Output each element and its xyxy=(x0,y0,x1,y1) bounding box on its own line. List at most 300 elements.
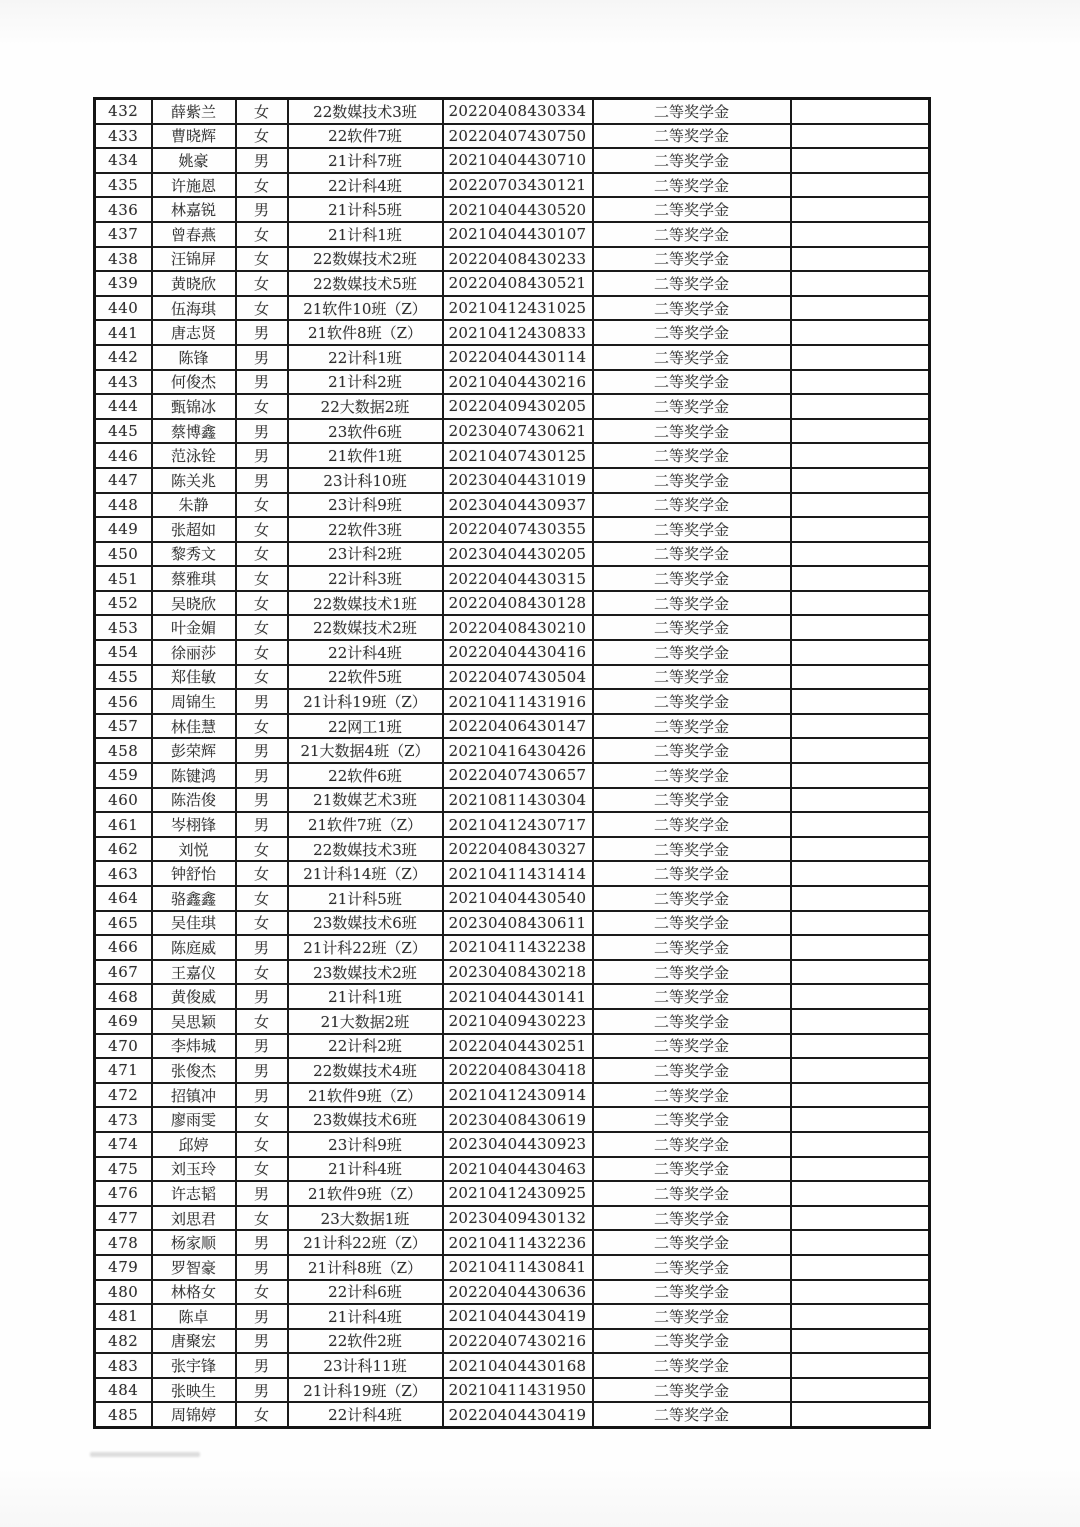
cell-number: 460 xyxy=(95,788,152,813)
cell-student-id: 20210404430141 xyxy=(443,984,593,1009)
cell-class: 22数媒技术2班 xyxy=(288,247,443,272)
table-row xyxy=(95,1304,930,1329)
cell-gender: 女 xyxy=(236,173,288,198)
cell-gender: 男 xyxy=(236,984,288,1009)
cell-name: 吴晓欣 xyxy=(152,591,236,616)
cell-student-id: 20210411432238 xyxy=(443,935,593,960)
cell-class: 22计科4班 xyxy=(288,1402,443,1427)
table-row xyxy=(95,468,930,493)
cell-name: 许志韬 xyxy=(152,1181,236,1206)
cell-name: 许施恩 xyxy=(152,173,236,198)
cell-number: 432 xyxy=(95,99,152,124)
cell-name: 张超如 xyxy=(152,517,236,542)
table-row xyxy=(95,886,930,911)
cell-empty xyxy=(791,1157,930,1182)
cell-empty xyxy=(791,1353,930,1378)
cell-class: 22数媒技术4班 xyxy=(288,1058,443,1083)
cell-class: 21软件9班（Z） xyxy=(288,1181,443,1206)
cell-award: 二等奖学金 xyxy=(593,960,791,985)
cell-class: 21计科19班（Z） xyxy=(288,689,443,714)
cell-empty xyxy=(791,394,930,419)
cell-class: 22软件3班 xyxy=(288,517,443,542)
cell-number: 443 xyxy=(95,370,152,395)
cell-gender: 女 xyxy=(236,615,288,640)
cell-gender: 男 xyxy=(236,443,288,468)
cell-award: 二等奖学金 xyxy=(593,296,791,321)
table-row xyxy=(95,615,930,640)
table-row xyxy=(95,1034,930,1059)
cell-empty xyxy=(791,1181,930,1206)
cell-number: 473 xyxy=(95,1107,152,1132)
table-row xyxy=(95,984,930,1009)
cell-student-id: 20230408430218 xyxy=(443,960,593,985)
cell-student-id: 20220408430327 xyxy=(443,837,593,862)
cell-student-id: 20220408430128 xyxy=(443,591,593,616)
cell-student-id: 20230407430621 xyxy=(443,419,593,444)
cell-number: 466 xyxy=(95,935,152,960)
cell-empty xyxy=(791,542,930,567)
cell-name: 汪锦屏 xyxy=(152,247,236,272)
cell-class: 23软件6班 xyxy=(288,419,443,444)
cell-empty xyxy=(791,665,930,690)
table-row xyxy=(95,271,930,296)
table-row xyxy=(95,1255,930,1280)
cell-award: 二等奖学金 xyxy=(593,1304,791,1329)
cell-gender: 男 xyxy=(236,1304,288,1329)
cell-student-id: 20210411431916 xyxy=(443,689,593,714)
cell-number: 484 xyxy=(95,1378,152,1403)
table-row xyxy=(95,443,930,468)
cell-award: 二等奖学金 xyxy=(593,173,791,198)
cell-number: 476 xyxy=(95,1181,152,1206)
table-row xyxy=(95,320,930,345)
cell-class: 21计科2班 xyxy=(288,370,443,395)
cell-empty xyxy=(791,738,930,763)
cell-empty xyxy=(791,1280,930,1305)
table-row xyxy=(95,394,930,419)
cell-number: 434 xyxy=(95,148,152,173)
cell-number: 448 xyxy=(95,493,152,518)
cell-student-id: 20230408430611 xyxy=(443,911,593,936)
cell-gender: 男 xyxy=(236,1058,288,1083)
cell-empty xyxy=(791,1058,930,1083)
cell-name: 张映生 xyxy=(152,1378,236,1403)
cell-award: 二等奖学金 xyxy=(593,714,791,739)
cell-student-id: 20220404430419 xyxy=(443,1402,593,1427)
cell-student-id: 20230409430132 xyxy=(443,1206,593,1231)
cell-empty xyxy=(791,296,930,321)
cell-gender: 女 xyxy=(236,566,288,591)
cell-student-id: 20220404430416 xyxy=(443,640,593,665)
cell-gender: 男 xyxy=(236,345,288,370)
cell-student-id: 20220703430121 xyxy=(443,173,593,198)
table-row xyxy=(95,345,930,370)
cell-gender: 女 xyxy=(236,837,288,862)
cell-gender: 男 xyxy=(236,320,288,345)
cell-name: 唐志贤 xyxy=(152,320,236,345)
cell-name: 张俊杰 xyxy=(152,1058,236,1083)
cell-gender: 男 xyxy=(236,1353,288,1378)
table-row xyxy=(95,935,930,960)
cell-name: 刘悦 xyxy=(152,837,236,862)
cell-class: 22数媒技术3班 xyxy=(288,99,443,124)
cell-number: 437 xyxy=(95,222,152,247)
cell-award: 二等奖学金 xyxy=(593,566,791,591)
cell-name: 罗智豪 xyxy=(152,1255,236,1280)
cell-class: 23计科2班 xyxy=(288,542,443,567)
table-row xyxy=(95,591,930,616)
cell-award: 二等奖学金 xyxy=(593,984,791,1009)
cell-name: 骆鑫鑫 xyxy=(152,886,236,911)
table-row xyxy=(95,960,930,985)
cell-gender: 男 xyxy=(236,468,288,493)
cell-name: 范泳铨 xyxy=(152,443,236,468)
table-row xyxy=(95,665,930,690)
cell-award: 二等奖学金 xyxy=(593,247,791,272)
cell-gender: 男 xyxy=(236,1034,288,1059)
table-row xyxy=(95,222,930,247)
cell-gender: 女 xyxy=(236,886,288,911)
cell-name: 吴佳琪 xyxy=(152,911,236,936)
cell-award: 二等奖学金 xyxy=(593,1402,791,1427)
cell-number: 435 xyxy=(95,173,152,198)
cell-gender: 男 xyxy=(236,738,288,763)
cell-name: 陈庭威 xyxy=(152,935,236,960)
cell-name: 伍海琪 xyxy=(152,296,236,321)
cell-award: 二等奖学金 xyxy=(593,788,791,813)
cell-empty xyxy=(791,566,930,591)
table-row xyxy=(95,197,930,222)
cell-student-id: 20220409430205 xyxy=(443,394,593,419)
cell-empty xyxy=(791,960,930,985)
table-row xyxy=(95,689,930,714)
cell-empty xyxy=(791,443,930,468)
cell-class: 21计科14班（Z） xyxy=(288,861,443,886)
cell-empty xyxy=(791,419,930,444)
cell-empty xyxy=(791,1304,930,1329)
cell-empty xyxy=(791,861,930,886)
cell-student-id: 20210404430710 xyxy=(443,148,593,173)
cell-gender: 女 xyxy=(236,861,288,886)
cell-gender: 男 xyxy=(236,1230,288,1255)
cell-student-id: 20220406430147 xyxy=(443,714,593,739)
cell-student-id: 20220404430315 xyxy=(443,566,593,591)
cell-empty xyxy=(791,714,930,739)
cell-name: 杨家顺 xyxy=(152,1230,236,1255)
cell-number: 439 xyxy=(95,271,152,296)
table-row xyxy=(95,1402,930,1427)
cell-number: 463 xyxy=(95,861,152,886)
cell-class: 23数媒技术2班 xyxy=(288,960,443,985)
cell-class: 21软件7班（Z） xyxy=(288,812,443,837)
cell-empty xyxy=(791,689,930,714)
cell-empty xyxy=(791,1132,930,1157)
cell-name: 刘玉玲 xyxy=(152,1157,236,1182)
cell-empty xyxy=(791,1107,930,1132)
cell-gender: 女 xyxy=(236,99,288,124)
cell-class: 22计科4班 xyxy=(288,640,443,665)
cell-award: 二等奖学金 xyxy=(593,345,791,370)
cell-empty xyxy=(791,493,930,518)
cell-gender: 女 xyxy=(236,394,288,419)
cell-student-id: 20220407430216 xyxy=(443,1329,593,1354)
cell-name: 陈锋 xyxy=(152,345,236,370)
cell-name: 叶金媚 xyxy=(152,615,236,640)
cell-award: 二等奖学金 xyxy=(593,124,791,149)
cell-number: 482 xyxy=(95,1329,152,1354)
cell-number: 475 xyxy=(95,1157,152,1182)
cell-number: 465 xyxy=(95,911,152,936)
cell-gender: 男 xyxy=(236,1329,288,1354)
cell-empty xyxy=(791,320,930,345)
cell-number: 471 xyxy=(95,1058,152,1083)
cell-award: 二等奖学金 xyxy=(593,99,791,124)
scholarship-table xyxy=(93,97,931,1429)
cell-class: 22数媒技术5班 xyxy=(288,271,443,296)
cell-class: 22计科2班 xyxy=(288,1034,443,1059)
cell-empty xyxy=(791,886,930,911)
table-row xyxy=(95,1181,930,1206)
cell-class: 21软件1班 xyxy=(288,443,443,468)
cell-class: 23计科9班 xyxy=(288,1132,443,1157)
cell-award: 二等奖学金 xyxy=(593,370,791,395)
table-row xyxy=(95,99,930,124)
cell-award: 二等奖学金 xyxy=(593,615,791,640)
cell-number: 442 xyxy=(95,345,152,370)
cell-award: 二等奖学金 xyxy=(593,468,791,493)
cell-empty xyxy=(791,370,930,395)
cell-award: 二等奖学金 xyxy=(593,1255,791,1280)
cell-class: 21软件9班（Z） xyxy=(288,1083,443,1108)
cell-class: 21计科5班 xyxy=(288,197,443,222)
cell-award: 二等奖学金 xyxy=(593,443,791,468)
cell-class: 22网工1班 xyxy=(288,714,443,739)
cell-gender: 男 xyxy=(236,788,288,813)
cell-student-id: 20210412431025 xyxy=(443,296,593,321)
cell-number: 469 xyxy=(95,1009,152,1034)
cell-gender: 女 xyxy=(236,1157,288,1182)
table-row xyxy=(95,1058,930,1083)
cell-empty xyxy=(791,271,930,296)
cell-empty xyxy=(791,148,930,173)
cell-empty xyxy=(791,222,930,247)
cell-class: 21大数据4班（Z） xyxy=(288,738,443,763)
cell-student-id: 20210811430304 xyxy=(443,788,593,813)
table-row xyxy=(95,812,930,837)
table-row xyxy=(95,911,930,936)
cell-name: 徐丽莎 xyxy=(152,640,236,665)
table-row xyxy=(95,1206,930,1231)
table-row xyxy=(95,1009,930,1034)
cell-award: 二等奖学金 xyxy=(593,886,791,911)
cell-name: 黄俊威 xyxy=(152,984,236,1009)
cell-class: 23计科11班 xyxy=(288,1353,443,1378)
cell-student-id: 20210404430419 xyxy=(443,1304,593,1329)
cell-class: 21计科4班 xyxy=(288,1304,443,1329)
cell-number: 449 xyxy=(95,517,152,542)
cell-award: 二等奖学金 xyxy=(593,517,791,542)
cell-empty xyxy=(791,1206,930,1231)
cell-student-id: 20220408430521 xyxy=(443,271,593,296)
cell-name: 吴思颖 xyxy=(152,1009,236,1034)
cell-empty xyxy=(791,468,930,493)
cell-gender: 男 xyxy=(236,763,288,788)
cell-class: 21计科8班（Z） xyxy=(288,1255,443,1280)
cell-student-id: 20220408430210 xyxy=(443,615,593,640)
cell-award: 二等奖学金 xyxy=(593,1107,791,1132)
cell-number: 452 xyxy=(95,591,152,616)
table-row xyxy=(95,1083,930,1108)
cell-name: 陈关兆 xyxy=(152,468,236,493)
cell-number: 458 xyxy=(95,738,152,763)
cell-gender: 男 xyxy=(236,1378,288,1403)
cell-name: 薛紫兰 xyxy=(152,99,236,124)
cell-student-id: 20210404430168 xyxy=(443,1353,593,1378)
cell-award: 二等奖学金 xyxy=(593,665,791,690)
cell-award: 二等奖学金 xyxy=(593,861,791,886)
cell-student-id: 20210412430925 xyxy=(443,1181,593,1206)
table-row xyxy=(95,763,930,788)
cell-name: 周锦生 xyxy=(152,689,236,714)
cell-number: 474 xyxy=(95,1132,152,1157)
table-row xyxy=(95,1107,930,1132)
cell-student-id: 20210404430216 xyxy=(443,370,593,395)
cell-number: 441 xyxy=(95,320,152,345)
cell-name: 林格女 xyxy=(152,1280,236,1305)
cell-award: 二等奖学金 xyxy=(593,1034,791,1059)
cell-empty xyxy=(791,124,930,149)
cell-gender: 男 xyxy=(236,812,288,837)
cell-empty xyxy=(791,173,930,198)
cell-name: 招镇冲 xyxy=(152,1083,236,1108)
cell-student-id: 20230408430619 xyxy=(443,1107,593,1132)
cell-gender: 女 xyxy=(236,542,288,567)
cell-class: 22软件6班 xyxy=(288,763,443,788)
cell-award: 二等奖学金 xyxy=(593,812,791,837)
cell-class: 21计科1班 xyxy=(288,984,443,1009)
cell-class: 21计科1班 xyxy=(288,222,443,247)
cell-class: 21计科5班 xyxy=(288,886,443,911)
cell-empty xyxy=(791,1378,930,1403)
cell-name: 姚豪 xyxy=(152,148,236,173)
cell-name: 朱静 xyxy=(152,493,236,518)
cell-gender: 女 xyxy=(236,493,288,518)
cell-number: 433 xyxy=(95,124,152,149)
cell-award: 二等奖学金 xyxy=(593,1132,791,1157)
cell-empty xyxy=(791,837,930,862)
cell-student-id: 20220408430334 xyxy=(443,99,593,124)
cell-name: 廖雨雯 xyxy=(152,1107,236,1132)
cell-award: 二等奖学金 xyxy=(593,419,791,444)
cell-number: 477 xyxy=(95,1206,152,1231)
cell-number: 447 xyxy=(95,468,152,493)
cell-award: 二等奖学金 xyxy=(593,640,791,665)
cell-empty xyxy=(791,812,930,837)
cell-name: 唐聚宏 xyxy=(152,1329,236,1354)
cell-class: 22计科4班 xyxy=(288,173,443,198)
cell-award: 二等奖学金 xyxy=(593,935,791,960)
cell-name: 陈浩俊 xyxy=(152,788,236,813)
cell-name: 彭荣辉 xyxy=(152,738,236,763)
cell-class: 22数媒技术1班 xyxy=(288,591,443,616)
cell-number: 483 xyxy=(95,1353,152,1378)
cell-number: 438 xyxy=(95,247,152,272)
cell-empty xyxy=(791,911,930,936)
cell-class: 23数媒技术6班 xyxy=(288,1107,443,1132)
cell-empty xyxy=(791,984,930,1009)
cell-gender: 女 xyxy=(236,271,288,296)
cell-award: 二等奖学金 xyxy=(593,394,791,419)
cell-class: 22计科3班 xyxy=(288,566,443,591)
cell-name: 曾春燕 xyxy=(152,222,236,247)
cell-class: 22计科6班 xyxy=(288,1280,443,1305)
cell-student-id: 20220404430636 xyxy=(443,1280,593,1305)
cell-number: 470 xyxy=(95,1034,152,1059)
cell-gender: 女 xyxy=(236,1206,288,1231)
table-row xyxy=(95,542,930,567)
cell-gender: 女 xyxy=(236,1107,288,1132)
cell-empty xyxy=(791,99,930,124)
cell-gender: 女 xyxy=(236,296,288,321)
cell-class: 22大数据2班 xyxy=(288,394,443,419)
cell-award: 二等奖学金 xyxy=(593,148,791,173)
cell-gender: 男 xyxy=(236,370,288,395)
table-row xyxy=(95,1329,930,1354)
cell-class: 21软件8班（Z） xyxy=(288,320,443,345)
cell-award: 二等奖学金 xyxy=(593,1058,791,1083)
cell-gender: 女 xyxy=(236,247,288,272)
cell-award: 二等奖学金 xyxy=(593,493,791,518)
cell-class: 22软件7班 xyxy=(288,124,443,149)
cell-award: 二等奖学金 xyxy=(593,591,791,616)
cell-name: 周锦婷 xyxy=(152,1402,236,1427)
cell-empty xyxy=(791,640,930,665)
cell-award: 二等奖学金 xyxy=(593,271,791,296)
table-row xyxy=(95,1157,930,1182)
cell-number: 453 xyxy=(95,615,152,640)
cell-student-id: 20230404430937 xyxy=(443,493,593,518)
cell-student-id: 20210416430426 xyxy=(443,738,593,763)
cell-number: 446 xyxy=(95,443,152,468)
cell-number: 457 xyxy=(95,714,152,739)
cell-student-id: 20220408430233 xyxy=(443,247,593,272)
cell-student-id: 20210412430833 xyxy=(443,320,593,345)
cell-student-id: 20230404431019 xyxy=(443,468,593,493)
cell-award: 二等奖学金 xyxy=(593,1230,791,1255)
cell-award: 二等奖学金 xyxy=(593,763,791,788)
cell-empty xyxy=(791,517,930,542)
cell-award: 二等奖学金 xyxy=(593,222,791,247)
cell-student-id: 20210404430540 xyxy=(443,886,593,911)
table-row xyxy=(95,1353,930,1378)
cell-number: 440 xyxy=(95,296,152,321)
table-row xyxy=(95,148,930,173)
cell-gender: 女 xyxy=(236,517,288,542)
cell-gender: 男 xyxy=(236,1255,288,1280)
cell-number: 472 xyxy=(95,1083,152,1108)
cell-student-id: 20220407430504 xyxy=(443,665,593,690)
cell-student-id: 20210404430107 xyxy=(443,222,593,247)
cell-empty xyxy=(791,247,930,272)
table-row xyxy=(95,861,930,886)
cell-gender: 女 xyxy=(236,640,288,665)
cell-class: 21数媒艺术3班 xyxy=(288,788,443,813)
cell-empty xyxy=(791,615,930,640)
cell-number: 461 xyxy=(95,812,152,837)
cell-empty xyxy=(791,345,930,370)
table-row xyxy=(95,1378,930,1403)
cell-empty xyxy=(791,763,930,788)
